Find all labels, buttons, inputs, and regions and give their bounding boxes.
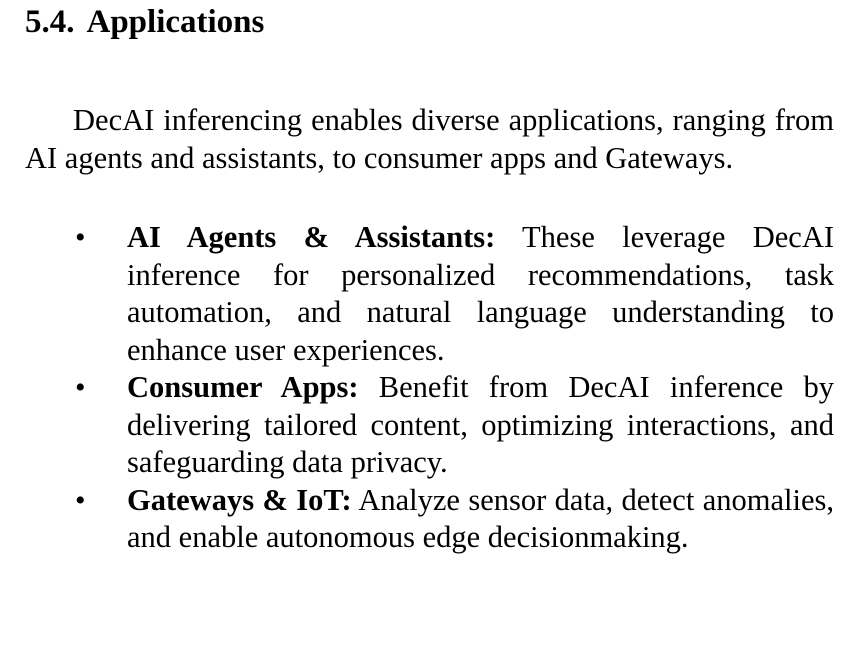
- bullet-term: Consumer Apps:: [127, 370, 359, 404]
- list-item: [25, 219, 834, 369]
- list-item: [25, 369, 834, 482]
- paper-page: [25, 0, 834, 557]
- bullet-term: AI Agents & Assistants:: [127, 220, 496, 254]
- section-heading: [25, 0, 834, 42]
- intro-paragraph: DecAI inferencing enables diverse applications, ranging from AI agents and assistants, to consumer apps and Gateways.: [25, 103, 834, 175]
- bullet-text: Analyze sensor data, detect anomalies, and enable autonomous edge decisionmaking.: [127, 482, 834, 554]
- bullet-icon: •: [75, 221, 86, 254]
- bullet-icon: •: [75, 483, 86, 517]
- applications-list: [25, 219, 834, 557]
- bullet-term: Gateways & IoT:: [127, 482, 352, 517]
- bullet-icon: •: [75, 371, 86, 404]
- section-title: Applications: [86, 4, 265, 40]
- bullet-text: Benefit from DecAI inference by delivering tailored content, optimizing interactions, and safeguarding data privacy.: [127, 370, 835, 479]
- list-item: [25, 482, 834, 557]
- section-number: 5.4.: [25, 4, 75, 40]
- bullet-text: These leverage DecAI inference for personalized recommendations, task automation, and natural language understanding to enhance user experiences.: [127, 220, 835, 367]
